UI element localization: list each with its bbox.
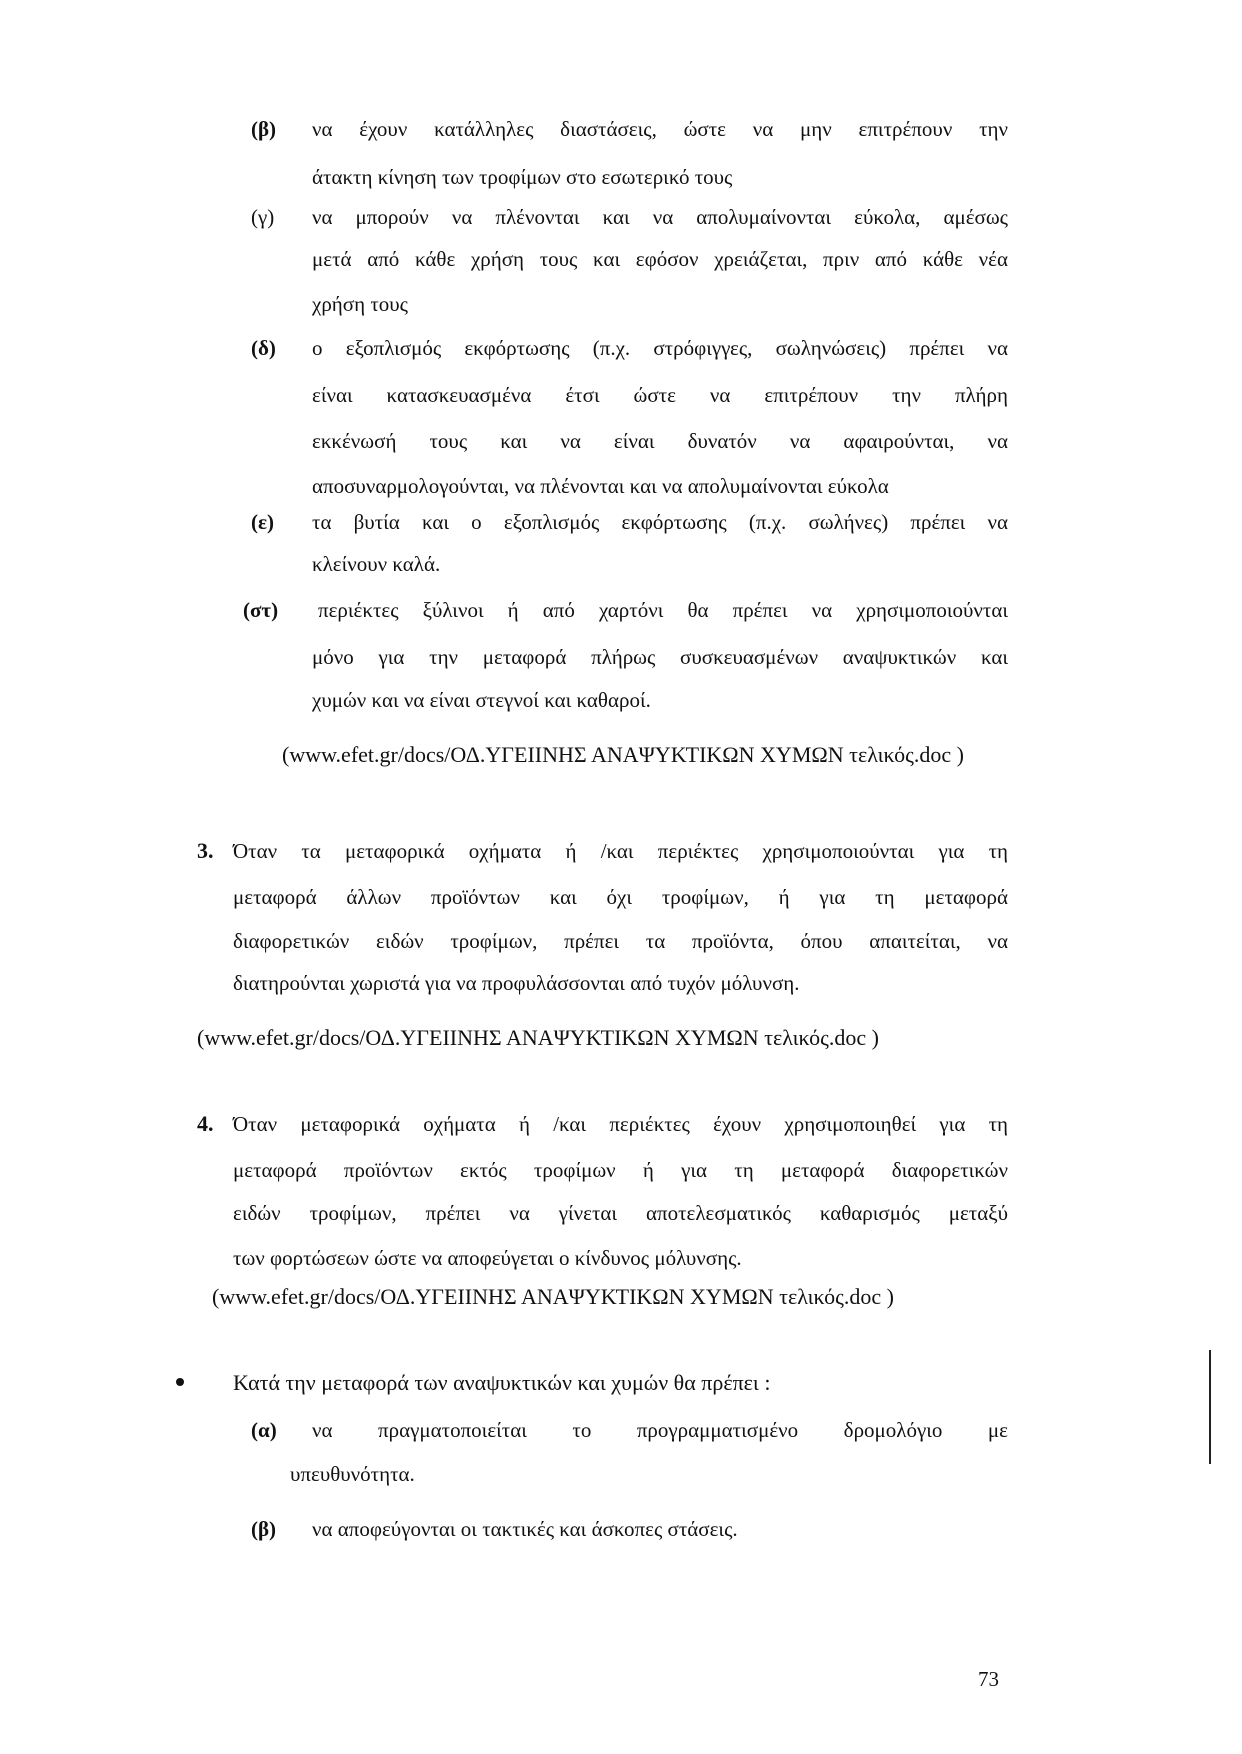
margin-rule [1209, 1350, 1211, 1464]
bullet-b-line-1: να αποφεύγονται οι τακτικές και άσκοπες στάσεις. [312, 1517, 738, 1541]
bullet-b-label: (β) [251, 1517, 277, 1541]
item-b-line-2: άτακτη κίνηση των τροφίμων στο εσωτερικό τους [312, 165, 733, 189]
point-4-number: 4. [197, 1111, 214, 1136]
point-4-line-4: των φορτώσεων ώστε να αποφεύγεται ο κίνδυνος μόλυνσης. [233, 1246, 742, 1270]
item-label-st: (στ) [243, 598, 279, 622]
item-g-line-1: να μπορούν να πλένονται και να απολυμαίνονται εύκολα, αμέσως [312, 205, 1008, 229]
item-g-line-2: μετά από κάθε χρήση τους και εφόσον χρειάζεται, πριν από κάθε νέα [312, 247, 1008, 271]
bullet-text: Κατά την μεταφορά των αναψυκτικών και χυμών θα πρέπει : [233, 1370, 771, 1395]
point-3-line-1: Όταν τα μεταφορικά οχήματα ή /και περιέκτες χρησιμοποιούνται για τη [233, 839, 1008, 863]
bullet-a-line-1: να πραγματοποιείται το προγραμματισμένο δρομολόγιο με [312, 1418, 1008, 1442]
item-d-line-1: ο εξοπλισμός εκφόρτωσης (π.χ. στρόφιγγες, σωληνώσεις) πρέπει να [312, 336, 1008, 360]
item-st-line-1: περιέκτες ξύλινοι ή από χαρτόνι θα πρέπει να χρησιμοποιούνται [318, 598, 1008, 622]
page-number: 73 [978, 1667, 999, 1691]
item-label-d: (δ) [251, 336, 276, 360]
point-3-line-3: διαφορετικών ειδών τροφίμων, πρέπει τα προϊόντα, όπου απαιτείται, να [233, 929, 1008, 953]
item-d-line-4: αποσυναρμολογούνται, να πλένονται και να απολυμαίνονται εύκολα [312, 474, 889, 498]
source-citation-2: (www.efet.gr/docs/ΟΔ.ΥΓΕΙΙΝΗΣ ΑΝΑΨΥΚΤΙΚΩΝ ΧΥΜΩΝ τελικός.doc ) [197, 1025, 879, 1050]
item-st-line-3: χυμών και να είναι στεγνοί και καθαροί. [312, 688, 651, 712]
item-d-line-2: είναι κατασκευασμένα έτσι ώστε να επιτρέπουν την πλήρη [312, 383, 1008, 407]
item-e-line-2: κλείνουν καλά. [312, 552, 441, 576]
item-label-e: (ε) [251, 510, 274, 534]
item-label-b: (β) [251, 117, 277, 141]
point-4-line-3: ειδών τροφίμων, πρέπει να γίνεται αποτελεσματικός καθαρισμός μεταξύ [233, 1201, 1008, 1225]
point-3-line-4: διατηρούνται χωριστά για να προφυλάσσονται από τυχόν μόλυνση. [233, 971, 800, 995]
point-4-line-2: μεταφορά προϊόντων εκτός τροφίμων ή για τη μεταφορά διαφορετικών [233, 1158, 1008, 1182]
item-b-line-1: να έχουν κατάλληλες διαστάσεις, ώστε να μην επιτρέπουν την [312, 117, 1008, 141]
bullet-icon [176, 1378, 184, 1386]
source-citation-1: (www.efet.gr/docs/ΟΔ.ΥΓΕΙΙΝΗΣ ΑΝΑΨΥΚΤΙΚΩΝ ΧΥΜΩΝ τελικός.doc ) [282, 742, 964, 767]
point-3-number: 3. [197, 838, 214, 863]
item-st-line-2: μόνο για την μεταφορά πλήρως συσκευασμένων αναψυκτικών και [312, 645, 1008, 669]
source-citation-3: (www.efet.gr/docs/ΟΔ.ΥΓΕΙΙΝΗΣ ΑΝΑΨΥΚΤΙΚΩΝ ΧΥΜΩΝ τελικός.doc ) [212, 1284, 894, 1309]
point-4-line-1: Όταν μεταφορικά οχήματα ή /και περιέκτες έχουν χρησιμοποιηθεί για τη [233, 1112, 1008, 1136]
bullet-a-label: (α) [251, 1418, 277, 1442]
bullet-a-line-2: υπευθυνότητα. [290, 1462, 415, 1486]
point-3-line-2: μεταφορά άλλων προϊόντων και όχι τροφίμων, ή για τη μεταφορά [233, 885, 1008, 909]
item-label-g: (γ) [251, 205, 275, 229]
item-d-line-3: εκκένωσή τους και να είναι δυνατόν να αφαιρούνται, να [312, 429, 1008, 453]
item-g-line-3: χρήση τους [312, 292, 408, 316]
item-e-line-1: τα βυτία και ο εξοπλισμός εκφόρτωσης (π.χ. σωλήνες) πρέπει να [312, 510, 1008, 534]
